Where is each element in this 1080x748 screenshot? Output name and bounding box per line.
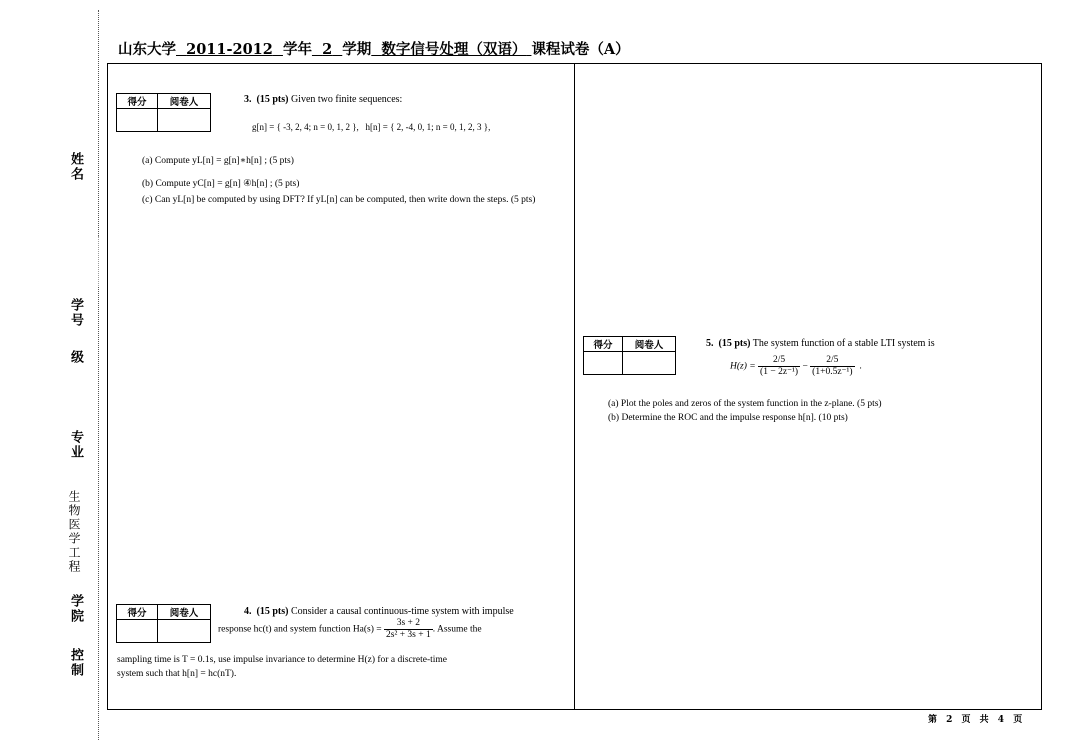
score-label: 得分: [584, 337, 623, 352]
header-suffix: 课程试卷（A）: [531, 41, 630, 58]
column-divider: [574, 63, 575, 710]
q5-fraction-2: [810, 355, 854, 378]
sidebar-class-label: 级: [68, 350, 83, 365]
sidebar-major-label: 专业: [68, 430, 83, 460]
grader-label: 阅卷人: [623, 337, 676, 352]
score-cell[interactable]: [584, 352, 623, 375]
q5-num2: 2/5: [810, 355, 854, 367]
q5-intro: The system function of a stable LTI system is: [752, 338, 935, 349]
university-name: 山东大学: [118, 41, 176, 58]
q4-line4: system such that h[n] = hc(nT).: [117, 669, 237, 679]
grader-cell[interactable]: [158, 109, 211, 132]
q3-sequences: [252, 121, 490, 134]
score-cell[interactable]: [117, 109, 158, 132]
page-number: 第 2 页 共 4 页: [928, 715, 1023, 725]
sidebar-name-label: 姓名: [68, 152, 83, 182]
grader-label: 阅卷人: [158, 605, 211, 620]
q3-part-a: (a) Compute yL[n] = g[n]∗h[n] ; (5 pts): [142, 156, 294, 166]
q4-denominator: 2s² + 3s + 1: [386, 630, 431, 640]
q5-num1: 2/5: [758, 355, 800, 367]
score-box-q4: [116, 604, 211, 643]
q4-fraction: [384, 618, 433, 641]
score-box-q3: [116, 93, 211, 132]
q5-hz: H(z) =: [730, 361, 756, 372]
q3-points: (15 pts): [256, 94, 289, 105]
q4-points: (15 pts): [256, 606, 289, 617]
grader-cell[interactable]: [623, 352, 676, 375]
q4-title: [244, 605, 514, 618]
binding-line: [98, 10, 99, 740]
score-cell[interactable]: [117, 620, 158, 643]
q4-line3: sampling time is T = 0.1s, use impulse invariance to determine H(z) for a discrete-time: [117, 655, 448, 665]
score-label: 得分: [117, 605, 158, 620]
exam-header: [118, 38, 630, 59]
grader-label: 阅卷人: [158, 94, 211, 109]
q4-number: 4.: [244, 606, 252, 617]
q3-g-seq: g[n] = { -3, 2, 4; n = 0, 1, 2 },: [252, 122, 359, 132]
q4-line2: [218, 618, 482, 641]
q5-fraction-1: [758, 355, 800, 378]
q4-line2-post: . Assume the: [432, 624, 482, 635]
q5-period: .: [859, 361, 862, 372]
q3-part-c: (c) Can yL[n] be computed by using DFT? If yL[n] can be computed, then write down the steps. (5 pts): [142, 195, 536, 205]
q4-line1: Consider a causal continuous-time system with impulse: [290, 606, 514, 617]
q5-points: (15 pts): [718, 338, 751, 349]
q5-den1: (1 − 2z⁻¹): [760, 367, 799, 377]
q3-part-b: (b) Compute yC[n] = g[n] ④h[n] ; (5 pts): [142, 179, 300, 189]
q5-number: 5.: [706, 338, 714, 349]
year-label: 学年: [282, 41, 312, 58]
q4-line2-pre: response hc(t) and system function Ha(s) =: [218, 624, 382, 635]
q5-minus: −: [802, 361, 808, 372]
q3-h-seq: h[n] = { 2, -4, 0, 1; n = 0, 1, 2, 3 },: [365, 122, 491, 132]
grader-cell[interactable]: [158, 620, 211, 643]
course-name: 数字信号处理（双语）: [381, 41, 527, 58]
q3-number: 3.: [244, 94, 252, 105]
q5-equation: [730, 355, 862, 378]
academic-years: 2011-2012: [186, 41, 273, 58]
q3-title: [244, 93, 402, 106]
q5-title: [706, 337, 935, 350]
sidebar-divider: [98, 236, 99, 286]
sidebar-major-value: 生物医学工程: [67, 490, 81, 574]
semester-number: 2: [322, 41, 333, 58]
sidebar-college-value: 控制: [68, 648, 83, 678]
score-label: 得分: [117, 94, 158, 109]
sidebar-student-id-label: 学号: [68, 298, 83, 328]
q5-den2: (1+0.5z⁻¹): [812, 367, 853, 377]
sidebar-college-label: 学院: [68, 594, 83, 624]
q5-part-a: (a) Plot the poles and zeros of the system function in the z-plane. (5 pts): [608, 399, 882, 409]
q3-intro: Given two finite sequences:: [290, 94, 403, 105]
q4-numerator: 3s + 2: [384, 618, 433, 630]
score-box-q5: [583, 336, 676, 375]
semester-label: 学期: [342, 41, 372, 58]
q5-part-b: (b) Determine the ROC and the impulse response h[n]. (10 pts): [608, 413, 848, 423]
